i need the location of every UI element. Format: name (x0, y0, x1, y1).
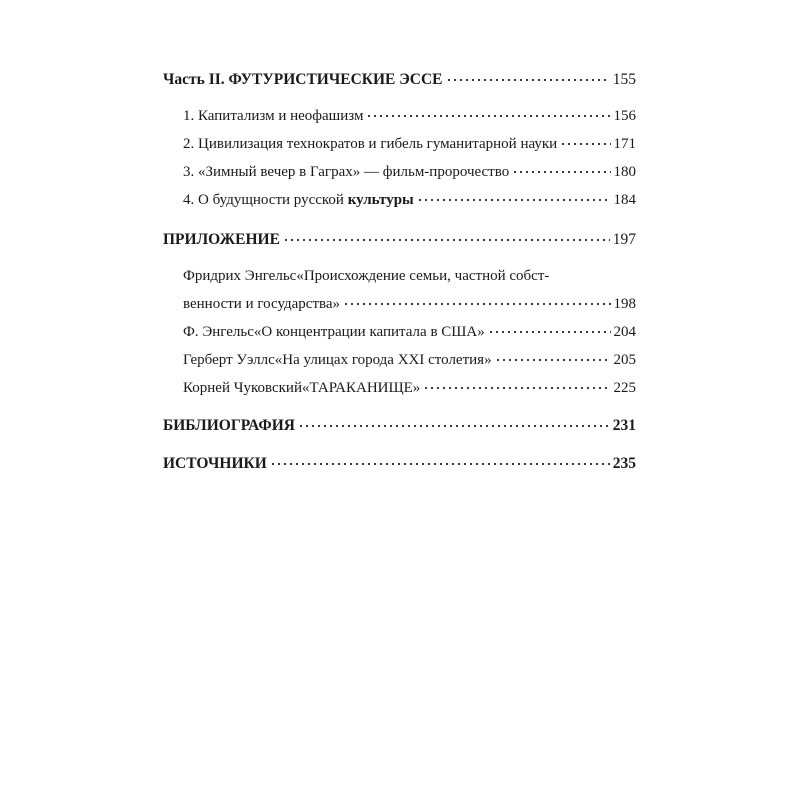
toc-entry-sources (163, 450, 636, 478)
page-number: 231 (612, 417, 636, 434)
toc-entry-item (163, 318, 636, 346)
toc-entry-title: ПРИЛОЖЕНИЕ (163, 231, 280, 248)
toc-entry-item (163, 290, 636, 318)
page-number: 156 (613, 108, 636, 124)
leader-dots (423, 386, 610, 390)
page-number: 197 (612, 231, 636, 248)
toc-entry-title: Корней Чуковский«ТАРАКАНИЩЕ» (183, 380, 421, 396)
toc-entry-item (163, 102, 636, 130)
part-label: Часть II. (163, 71, 225, 88)
toc-entry-title (163, 66, 443, 94)
page-number: 155 (612, 71, 636, 88)
leader-dots (512, 170, 610, 174)
toc-entry-title (183, 186, 414, 214)
toc-entry-title: БИБЛИОГРАФИЯ (163, 417, 295, 434)
leader-dots (446, 78, 610, 82)
page-number: 198 (613, 296, 636, 312)
toc-entry-appendix (163, 226, 636, 254)
page-number: 204 (613, 324, 636, 340)
page-number: 184 (613, 192, 636, 208)
toc-entry-title-line1: Фридрих Энгельс«Происхождение семьи, частной собст- (183, 268, 550, 284)
page-number: 180 (613, 164, 636, 180)
toc-entry-title: 3. «Зимный вечер в Гаграх» — фильм-пророчество (183, 164, 510, 180)
toc-entry-item (163, 374, 636, 402)
leader-dots (283, 238, 610, 242)
leader-dots (270, 462, 610, 466)
toc-entry-title: ИСТОЧНИКИ (163, 455, 267, 472)
leader-dots (298, 424, 610, 428)
toc-entry-text: 4. О будущности русской (183, 192, 348, 208)
page-number: 171 (613, 136, 636, 152)
toc-entry-item (163, 158, 636, 186)
page-number: 235 (612, 455, 636, 472)
part-title: ФУТУРИСТИЧЕСКИЕ ЭССЕ (228, 71, 443, 88)
toc-entry-title: 1. Капитализм и неофашизм (183, 108, 364, 124)
toc-entry-item (163, 186, 636, 214)
leader-dots (343, 302, 610, 306)
toc-entry-part2 (163, 66, 636, 94)
toc-entry-item (163, 130, 636, 158)
page-number: 225 (613, 380, 636, 396)
leader-dots (488, 330, 611, 334)
toc-entry-bold-text: культуры (347, 192, 414, 208)
page-number: 205 (613, 352, 636, 368)
leader-dots (366, 114, 610, 118)
table-of-contents (163, 66, 636, 478)
toc-entry-title-line2: венности и государства» (183, 296, 341, 312)
toc-entry-title: Ф. Энгельс«О концентрации капитала в США» (183, 324, 485, 340)
toc-entry-bibliography (163, 412, 636, 440)
toc-entry-title: 2. Цивилизация технократов и гибель гуманитарной науки (183, 136, 558, 152)
leader-dots (560, 142, 610, 146)
leader-dots (495, 358, 611, 362)
toc-entry-item (163, 346, 636, 374)
leader-dots (417, 198, 611, 202)
toc-entry-title: Герберт Уэллс«На улицах города XXI столетия» (183, 352, 492, 368)
